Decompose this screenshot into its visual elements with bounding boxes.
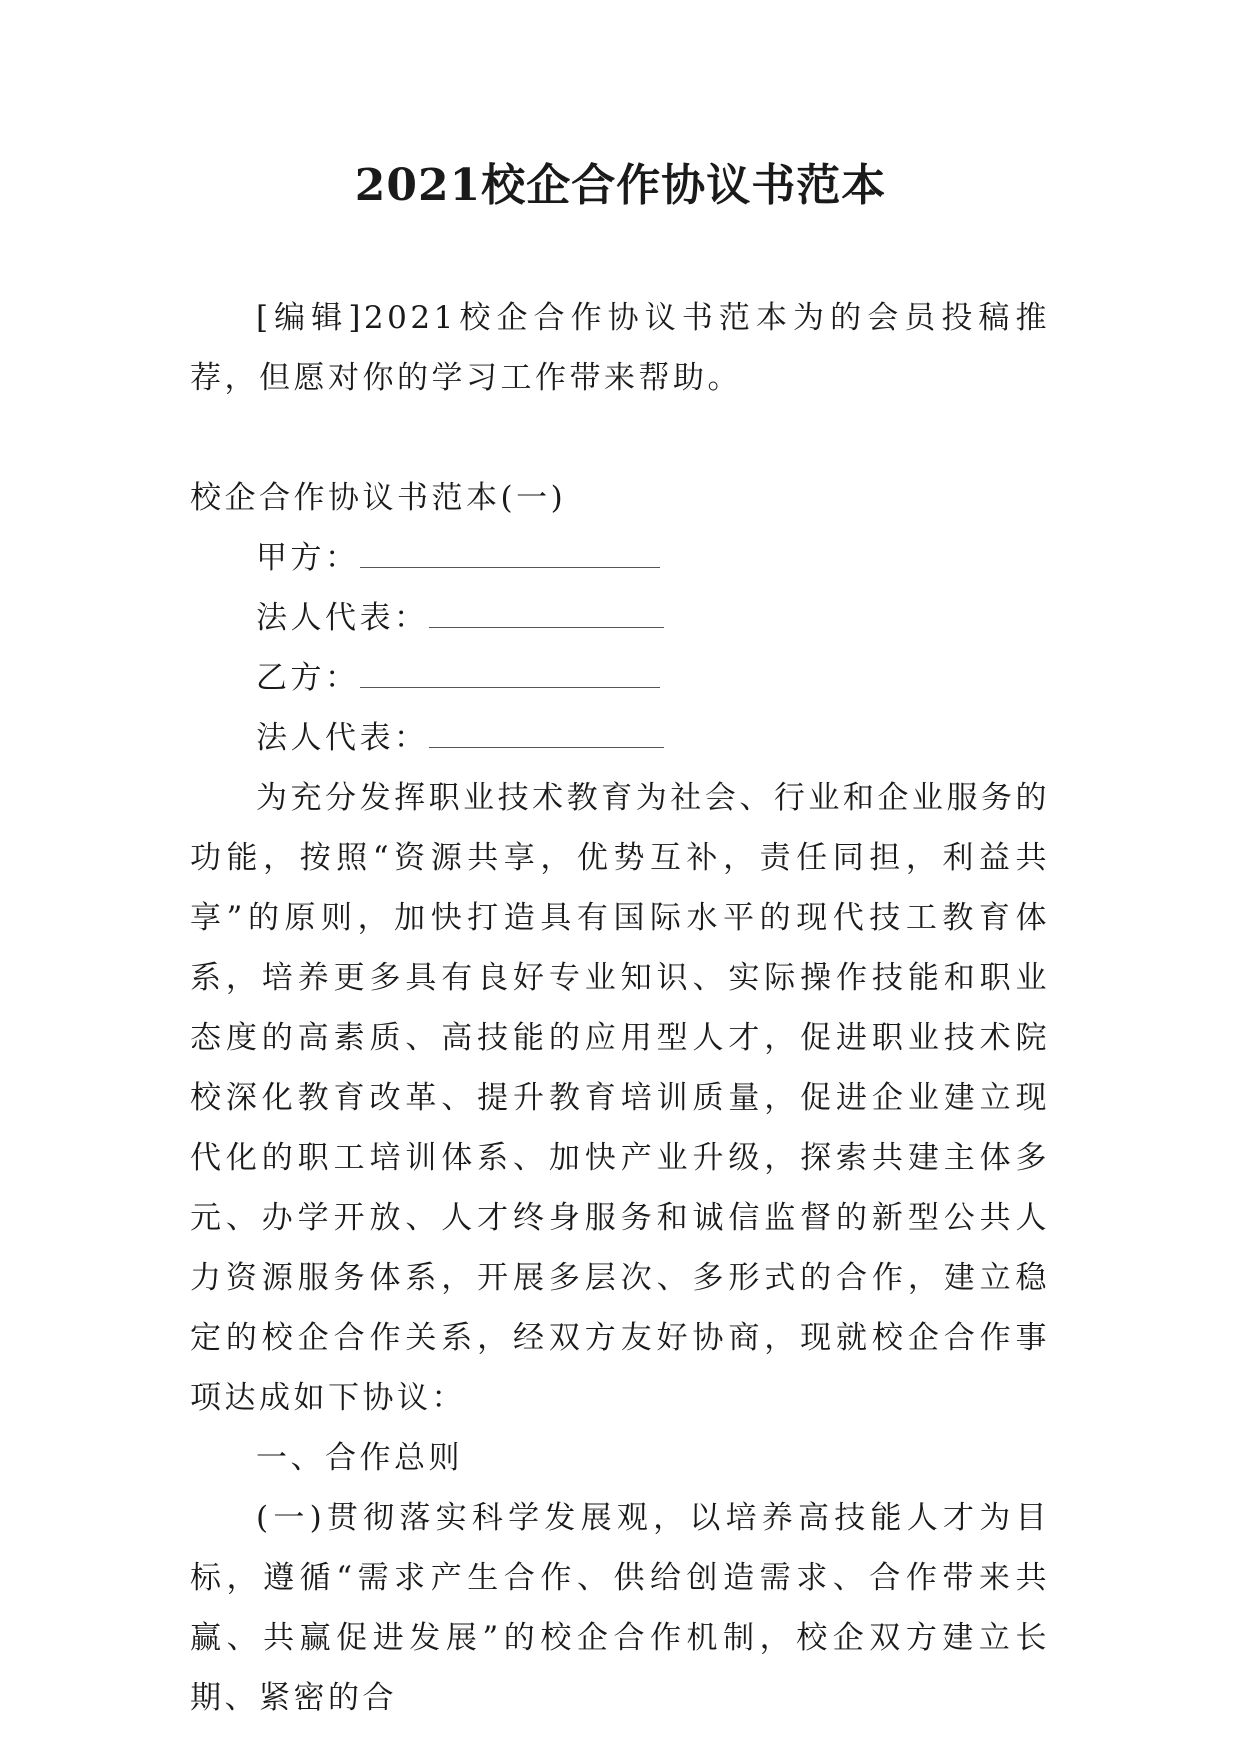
party-b-representative-label: 法人代表： xyxy=(256,720,429,756)
party-a-label: 甲方： xyxy=(256,540,360,576)
party-a-blank-line[interactable] xyxy=(360,539,660,568)
party-b-representative-field xyxy=(190,708,1050,768)
party-a-representative-blank-line[interactable] xyxy=(429,599,664,628)
party-b-representative-blank-line[interactable] xyxy=(429,719,664,748)
document-title: 2021校企合作协议书范本 xyxy=(354,160,887,211)
preamble-paragraph: 为充分发挥职业技术教育为社会、行业和企业服务的功能，按照“资源共享，优势互补，责任同担，利益共享”的原则，加快打造具有国际水平的现代技工教育体系，培养更多具有良好专业知识、实际操作技能和职业态度的高素质、高技能的应用型人才，促进职业技术院校深化教育改革、提升教育培训质量，促进企业建立现代化的职工培训体系、加快产业升级，探索共建主体多元、办学开放、人才终身服务和诚信监督的新型公共人力资源服务体系，开展多层次、多形式的合作，建立稳定的校企合作关系，经双方友好协商，现就校企合作事项达成如下协议： xyxy=(190,780,1050,1416)
party-b-field xyxy=(190,648,1050,708)
section-title: 校企合作协议书范本(一) xyxy=(190,480,567,516)
party-a-representative-label: 法人代表： xyxy=(256,600,429,636)
party-b-blank-line[interactable] xyxy=(360,659,660,688)
intro-paragraph: [编辑]2021校企合作协议书范本为的会员投稿推荐，但愿对你的学习工作带来帮助。 xyxy=(190,300,1050,396)
party-b-label: 乙方： xyxy=(256,660,360,696)
clause-paragraph: (一)贯彻落实科学发展观，以培养高技能人才为目标，遵循“需求产生合作、供给创造需求、合作带来共赢、共赢促进发展”的校企合作机制，校企双方建立长期、紧密的合 xyxy=(190,1500,1050,1716)
party-a-field xyxy=(190,528,1050,588)
document-body xyxy=(190,288,1050,1728)
section-heading-general-principles: 一、合作总则 xyxy=(256,1440,463,1476)
party-a-representative-field xyxy=(190,588,1050,648)
paragraph-spacer xyxy=(190,408,1050,468)
